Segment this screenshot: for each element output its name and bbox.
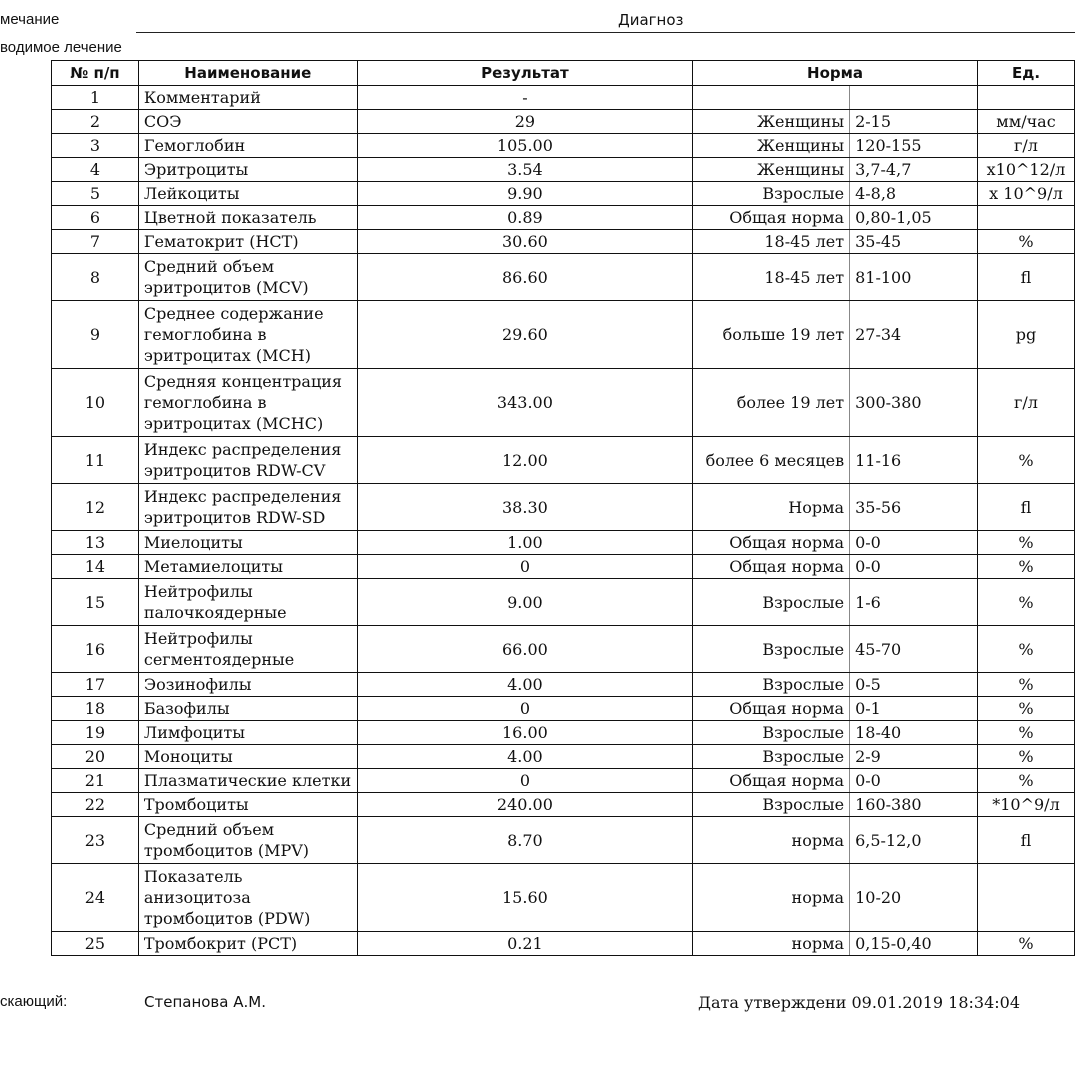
row-name: Миелоциты — [138, 531, 357, 555]
row-result: 38.30 — [357, 484, 692, 531]
row-norm-range: 0-0 — [850, 555, 978, 579]
table-row — [52, 437, 1075, 484]
row-unit: fl — [977, 484, 1074, 531]
row-num: 25 — [52, 932, 139, 956]
row-norm-range: 81-100 — [850, 254, 978, 301]
row-unit: % — [977, 721, 1074, 745]
row-norm-range: 27-34 — [850, 301, 978, 369]
row-num: 8 — [52, 254, 139, 301]
row-norm-category: Общая норма — [693, 769, 850, 793]
row-unit: % — [977, 437, 1074, 484]
row-name: Гематокрит (HCT) — [138, 230, 357, 254]
row-result: 9.00 — [357, 579, 692, 626]
row-norm-range: 6,5-12,0 — [850, 817, 978, 864]
row-norm-category: Женщины — [693, 110, 850, 134]
table-row — [52, 769, 1075, 793]
row-norm-category: норма — [693, 864, 850, 932]
row-norm-category: Взрослые — [693, 721, 850, 745]
row-name: Индекс распределения эритроцитов RDW-SD — [138, 484, 357, 531]
row-num: 24 — [52, 864, 139, 932]
results-table — [51, 60, 1075, 956]
row-unit: % — [977, 932, 1074, 956]
row-unit: % — [977, 579, 1074, 626]
table-row — [52, 626, 1075, 673]
table-row — [52, 484, 1075, 531]
row-result: 0.89 — [357, 206, 692, 230]
row-norm-category: больше 19 лет — [693, 301, 850, 369]
row-result: 12.00 — [357, 437, 692, 484]
row-num: 15 — [52, 579, 139, 626]
row-norm-range: 300-380 — [850, 369, 978, 437]
table-row — [52, 206, 1075, 230]
treatment-label: водимое лечение — [0, 39, 122, 56]
row-unit: *10^9/л — [977, 793, 1074, 817]
row-result: 1.00 — [357, 531, 692, 555]
row-result: 0 — [357, 769, 692, 793]
row-result: 343.00 — [357, 369, 692, 437]
row-norm-category: 18-45 лет — [693, 254, 850, 301]
row-norm-range: 11-16 — [850, 437, 978, 484]
table-row — [52, 182, 1075, 206]
table-row — [52, 555, 1075, 579]
row-unit: % — [977, 769, 1074, 793]
row-num: 14 — [52, 555, 139, 579]
header-divider — [136, 32, 1075, 33]
row-norm-category: Женщины — [693, 158, 850, 182]
row-result: 8.70 — [357, 817, 692, 864]
table-row — [52, 134, 1075, 158]
row-norm-category: Взрослые — [693, 745, 850, 769]
col-header-name: Наименование — [138, 61, 357, 86]
table-row — [52, 301, 1075, 369]
row-name: Показатель анизоцитоза тромбоцитов (PDW) — [138, 864, 357, 932]
row-norm-range — [850, 86, 978, 110]
row-num: 10 — [52, 369, 139, 437]
table-row — [52, 579, 1075, 626]
row-unit — [977, 864, 1074, 932]
row-norm-range: 3,7-4,7 — [850, 158, 978, 182]
row-name: Тромбоциты — [138, 793, 357, 817]
row-norm-range: 160-380 — [850, 793, 978, 817]
row-norm-range: 0-1 — [850, 697, 978, 721]
table-body — [52, 86, 1075, 956]
row-name: Средний объем тромбоцитов (MPV) — [138, 817, 357, 864]
row-result: 4.00 — [357, 673, 692, 697]
row-name: СОЭ — [138, 110, 357, 134]
row-num: 13 — [52, 531, 139, 555]
col-header-num: № п/п — [52, 61, 139, 86]
row-norm-category: более 19 лет — [693, 369, 850, 437]
row-num: 7 — [52, 230, 139, 254]
row-unit: x10^12/л — [977, 158, 1074, 182]
row-norm-range: 45-70 — [850, 626, 978, 673]
row-name: Лейкоциты — [138, 182, 357, 206]
row-norm-range: 35-56 — [850, 484, 978, 531]
row-norm-category: Женщины — [693, 134, 850, 158]
row-norm-category: Взрослые — [693, 579, 850, 626]
row-num: 4 — [52, 158, 139, 182]
row-name: Нейтрофилы сегментоядерные — [138, 626, 357, 673]
row-result: 3.54 — [357, 158, 692, 182]
row-norm-range: 10-20 — [850, 864, 978, 932]
row-result: 15.60 — [357, 864, 692, 932]
row-unit: fl — [977, 817, 1074, 864]
row-unit: мм/час — [977, 110, 1074, 134]
row-result: 0 — [357, 697, 692, 721]
row-result: 29 — [357, 110, 692, 134]
row-norm-category: Общая норма — [693, 555, 850, 579]
row-unit: % — [977, 555, 1074, 579]
row-norm-category: Общая норма — [693, 697, 850, 721]
row-norm-range: 2-9 — [850, 745, 978, 769]
row-norm-range: 0-0 — [850, 769, 978, 793]
row-result: 30.60 — [357, 230, 692, 254]
row-num: 20 — [52, 745, 139, 769]
row-norm-category: более 6 месяцев — [693, 437, 850, 484]
row-result: 16.00 — [357, 721, 692, 745]
table-row — [52, 864, 1075, 932]
row-num: 21 — [52, 769, 139, 793]
table-row — [52, 817, 1075, 864]
row-norm-range: 2-15 — [850, 110, 978, 134]
row-norm-category — [693, 86, 850, 110]
row-num: 2 — [52, 110, 139, 134]
table-header-row — [52, 61, 1075, 86]
row-name: Индекс распределения эритроцитов RDW-CV — [138, 437, 357, 484]
row-result: 86.60 — [357, 254, 692, 301]
row-num: 16 — [52, 626, 139, 673]
row-norm-range: 1-6 — [850, 579, 978, 626]
diagnosis-label: Диагноз — [618, 11, 684, 29]
row-name: Эритроциты — [138, 158, 357, 182]
row-norm-range: 0-0 — [850, 531, 978, 555]
row-norm-category: норма — [693, 817, 850, 864]
approver-name: Степанова А.М. — [144, 993, 266, 1011]
row-unit: % — [977, 745, 1074, 769]
row-norm-category: Взрослые — [693, 793, 850, 817]
row-norm-category: Взрослые — [693, 673, 850, 697]
row-num: 5 — [52, 182, 139, 206]
row-result: 0 — [357, 555, 692, 579]
row-name: Тромбокрит (PCT) — [138, 932, 357, 956]
table-row — [52, 673, 1075, 697]
row-num: 11 — [52, 437, 139, 484]
row-unit: % — [977, 531, 1074, 555]
row-result: 0.21 — [357, 932, 692, 956]
row-result: - — [357, 86, 692, 110]
row-norm-category: Норма — [693, 484, 850, 531]
row-norm-category: Общая норма — [693, 531, 850, 555]
row-name: Среднее содержание гемоглобина в эритроцитах (MCH) — [138, 301, 357, 369]
row-result: 4.00 — [357, 745, 692, 769]
row-result: 66.00 — [357, 626, 692, 673]
row-norm-category: Общая норма — [693, 206, 850, 230]
row-norm-category: Взрослые — [693, 626, 850, 673]
row-name: Моноциты — [138, 745, 357, 769]
row-norm-range: 35-45 — [850, 230, 978, 254]
table-row — [52, 230, 1075, 254]
row-name: Средняя концентрация гемоглобина в эритроцитах (MCHC) — [138, 369, 357, 437]
row-norm-range: 18-40 — [850, 721, 978, 745]
row-name: Гемоглобин — [138, 134, 357, 158]
row-norm-range: 120-155 — [850, 134, 978, 158]
row-num: 17 — [52, 673, 139, 697]
row-unit: % — [977, 626, 1074, 673]
table-row — [52, 158, 1075, 182]
approval-date — [698, 993, 1020, 1012]
row-unit: г/л — [977, 369, 1074, 437]
row-unit: % — [977, 697, 1074, 721]
row-unit: % — [977, 230, 1074, 254]
remark-label: мечание — [0, 11, 60, 28]
row-name: Метамиелоциты — [138, 555, 357, 579]
row-num: 23 — [52, 817, 139, 864]
row-num: 22 — [52, 793, 139, 817]
approval-date-label: Дата утверждени — [698, 993, 847, 1012]
row-num: 9 — [52, 301, 139, 369]
row-num: 12 — [52, 484, 139, 531]
row-norm-category: норма — [693, 932, 850, 956]
table-row — [52, 110, 1075, 134]
row-norm-category: Взрослые — [693, 182, 850, 206]
row-name: Плазматические клетки — [138, 769, 357, 793]
table-row — [52, 86, 1075, 110]
row-norm-category: 18-45 лет — [693, 230, 850, 254]
row-result: 240.00 — [357, 793, 692, 817]
table-row — [52, 721, 1075, 745]
row-unit: % — [977, 673, 1074, 697]
row-norm-range: 0-5 — [850, 673, 978, 697]
table-row — [52, 745, 1075, 769]
row-name: Нейтрофилы палочкоядерные — [138, 579, 357, 626]
row-name: Комментарий — [138, 86, 357, 110]
row-num: 3 — [52, 134, 139, 158]
table-row — [52, 793, 1075, 817]
col-header-norm: Норма — [693, 61, 978, 86]
row-result: 29.60 — [357, 301, 692, 369]
row-norm-range: 0,80-1,05 — [850, 206, 978, 230]
table-row — [52, 531, 1075, 555]
row-num: 19 — [52, 721, 139, 745]
row-num: 6 — [52, 206, 139, 230]
row-name: Цветной показатель — [138, 206, 357, 230]
row-unit: x 10^9/л — [977, 182, 1074, 206]
table-row — [52, 254, 1075, 301]
col-header-unit: Ед. — [977, 61, 1074, 86]
col-header-result: Результат — [357, 61, 692, 86]
row-result: 105.00 — [357, 134, 692, 158]
row-name: Средний объем эритроцитов (MCV) — [138, 254, 357, 301]
table-row — [52, 369, 1075, 437]
row-num: 1 — [52, 86, 139, 110]
row-unit — [977, 86, 1074, 110]
row-name: Лимфоциты — [138, 721, 357, 745]
table-row — [52, 697, 1075, 721]
row-norm-range: 4-8,8 — [850, 182, 978, 206]
row-name: Базофилы — [138, 697, 357, 721]
table-row — [52, 932, 1075, 956]
row-num: 18 — [52, 697, 139, 721]
row-unit: pg — [977, 301, 1074, 369]
approver-label: скающий: — [0, 993, 68, 1010]
row-unit: г/л — [977, 134, 1074, 158]
row-unit — [977, 206, 1074, 230]
row-unit: fl — [977, 254, 1074, 301]
row-result: 9.90 — [357, 182, 692, 206]
row-name: Эозинофилы — [138, 673, 357, 697]
approval-date-value: 09.01.2019 18:34:04 — [851, 993, 1021, 1012]
row-norm-range: 0,15-0,40 — [850, 932, 978, 956]
